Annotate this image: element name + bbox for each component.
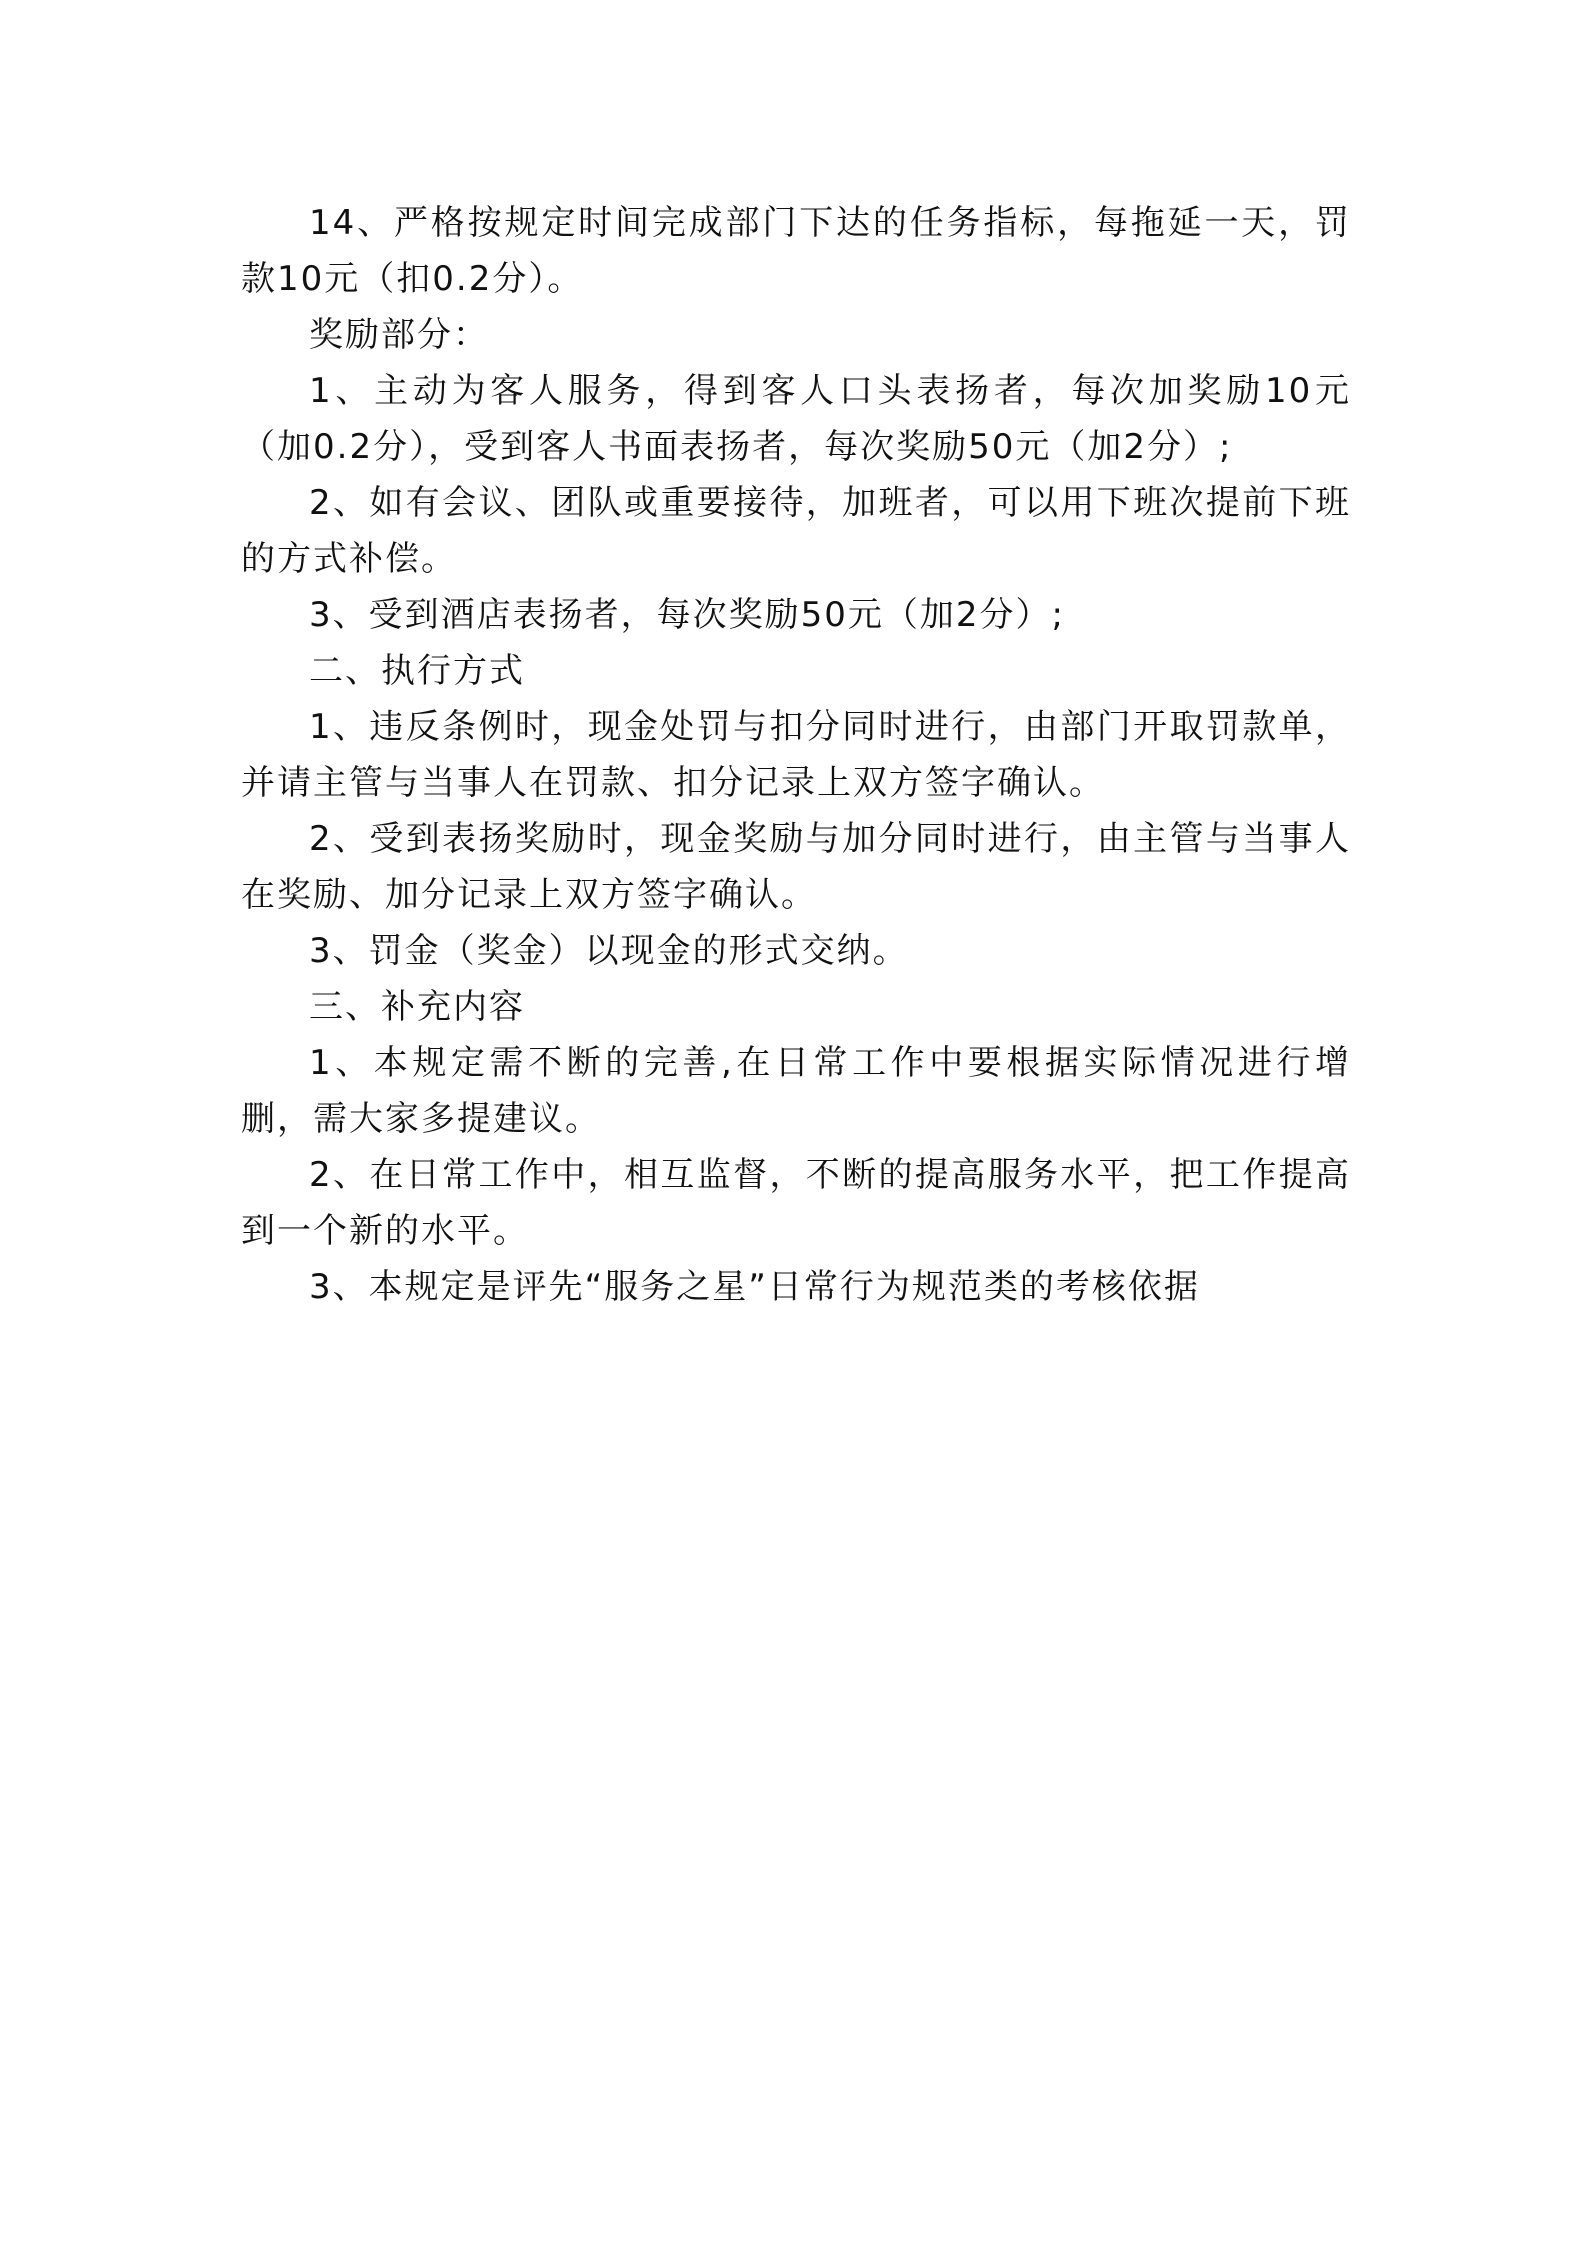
section-heading-execution: 二、执行方式: [309, 651, 525, 691]
document-page: [241, 195, 1351, 1315]
paragraph-execution-2: 2、受到表扬奖励时，现金奖励与加分同时进行，由主管与当事人在奖励、加分记录上双方签字确认。: [241, 819, 1351, 915]
paragraph-supplement-2: 2、在日常工作中，相互监督，不断的提高服务水平，把工作提高到一个新的水平。: [241, 1155, 1351, 1251]
section-heading-rewards: 奖励部分：: [309, 315, 489, 355]
paragraph-reward-1: 1、主动为客人服务，得到客人口头表扬者，每次加奖励10元（加0.2分），受到客人书面表扬者，每次奖励50元（加2分）;: [241, 371, 1351, 467]
paragraph-supplement-1: 1、本规定需不断的完善,在日常工作中要根据实际情况进行增删，需大家多提建议。: [241, 1043, 1351, 1139]
paragraph-execution-1: 1、违反条例时，现金处罚与扣分同时进行，由部门开取罚款单，并请主管与当事人在罚款、扣分记录上双方签字确认。: [241, 707, 1351, 803]
paragraph-supplement-3: 3、本规定是评先“服务之星”日常行为规范类的考核依据: [309, 1267, 1200, 1307]
paragraph-rule-14: 14、严格按规定时间完成部门下达的任务指标，每拖延一天，罚款10元（扣0.2分）。: [241, 203, 1351, 299]
section-heading-supplement: 三、补充内容: [309, 987, 525, 1027]
paragraph-execution-3: 3、罚金（奖金）以现金的形式交纳。: [309, 931, 909, 971]
paragraph-reward-3: 3、受到酒店表扬者，每次奖励50元（加2分）;: [309, 595, 1065, 635]
paragraph-reward-2: 2、如有会议、团队或重要接待，加班者，可以用下班次提前下班的方式补偿。: [241, 483, 1351, 579]
